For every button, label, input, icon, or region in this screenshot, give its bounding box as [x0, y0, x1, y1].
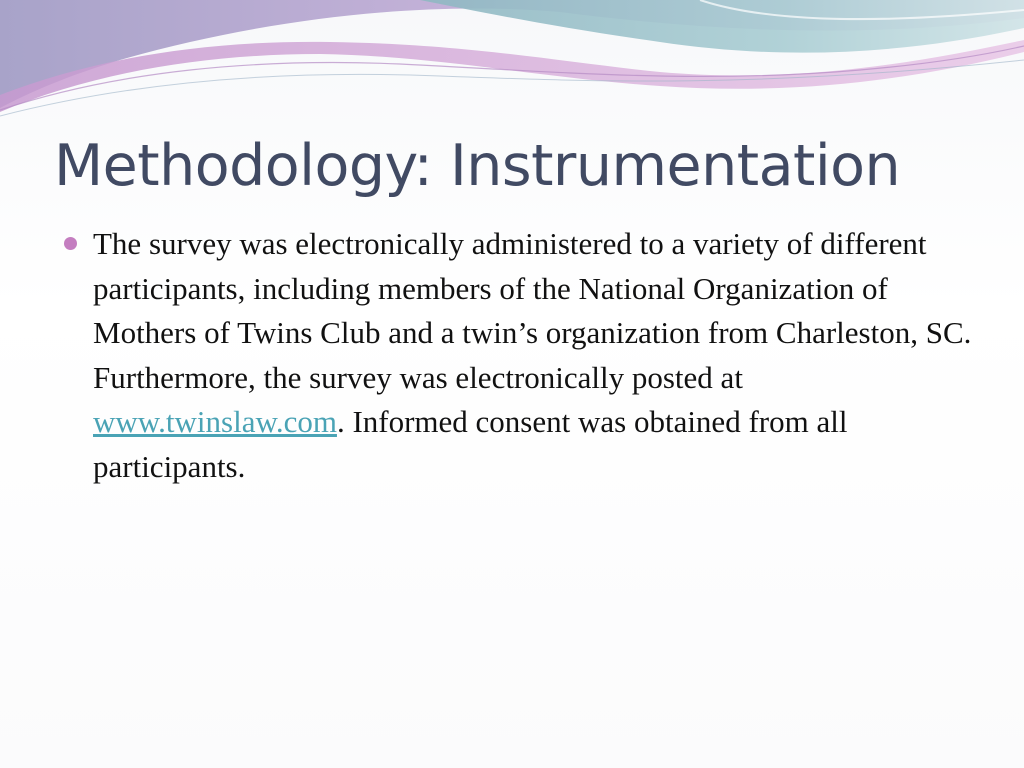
- decorative-wave-header: [0, 0, 1024, 130]
- bullet-dot-icon: [64, 237, 77, 250]
- slide-title: Methodology: Instrumentation: [54, 133, 901, 199]
- bullet-item: [64, 222, 984, 489]
- bullet-text: [93, 222, 984, 489]
- bullet-text-intro: The survey was electronically administered to a variety of different participants, including members of the National Organization of Mothers of Twins Club and a twin’s organization from Charleston, SC. Furthermore, the survey was electronically posted at: [93, 226, 972, 395]
- content-area: [64, 222, 984, 489]
- bullet-text-outro: . Informed consent was obtained from all participants.: [93, 404, 848, 484]
- twinslaw-link[interactable]: www.twinslaw.com: [93, 404, 337, 439]
